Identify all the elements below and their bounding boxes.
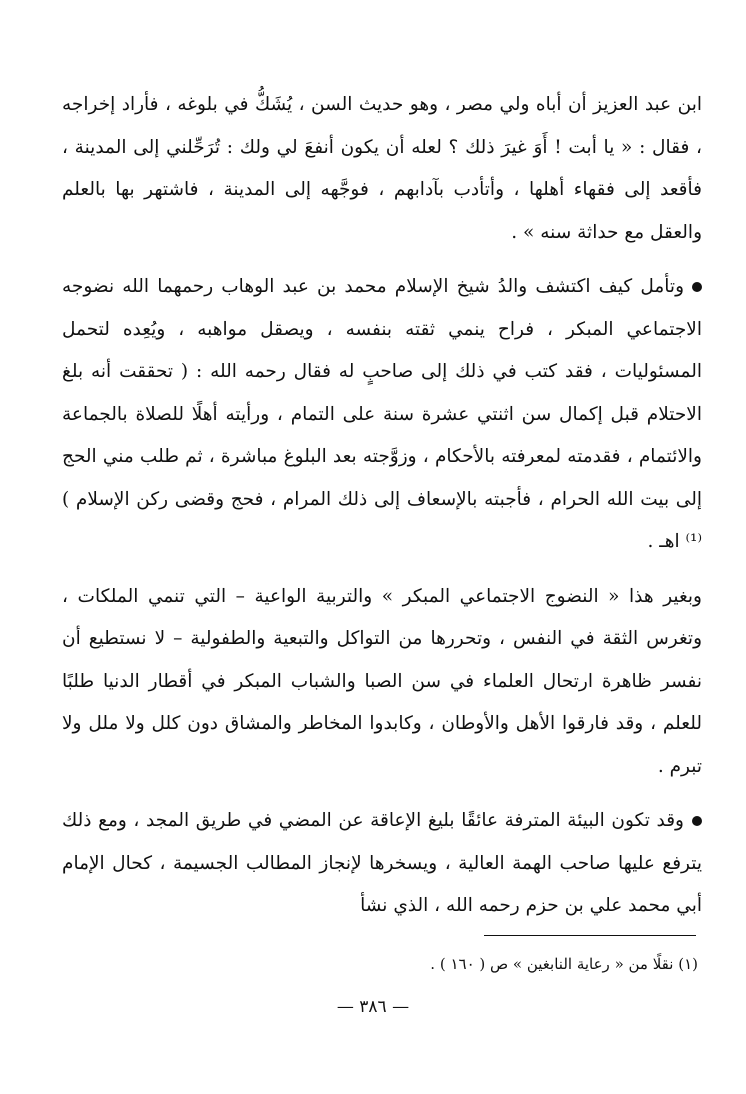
footnote: (١) نقلًا من « رعاية النابغين » ص ( ١٦٠ ) . — [430, 955, 698, 973]
paragraph-2 — [62, 266, 702, 564]
paragraph-3 — [62, 576, 702, 789]
bullet-icon — [692, 816, 702, 826]
paragraph-3-text: وبغير هذا « النضوج الاجتماعي المبكر » والتربية الواعية – التي تنمي الملكات ، وتغرس الثقة في النفس ، وتحررها من التواكل والتبعية والطفولية – لا نستطيع أن نفسر ظاهرة ارتحال العلماء في سن الصبا والشباب المبكر في أقطار الدنيا طلبًا للعلم ، وقد فارقوا الأهل والأوطان ، وكابدوا المخاطر والمشاق دون كلل ولا ملل ولا تبرم . — [62, 585, 702, 777]
paragraph-1-text: ابن عبد العزيز أن أباه ولي مصر ، وهو حديث السن ، يُشَكُّ في بلوغه ، فأراد إخراجه ، فقال : « يا أبت ! أَوَ غيرَ ذلك ؟ لعله أن يكون أنفعَ لي ولك : تُرَحِّلني إلى المدينة ، فأقعد إلى فقهاء أهلها ، وأتأدب بآدابهم ، فوجَّهه إلى المدينة ، فاشتهر بها بالعلم والعقل مع حداثة سنه » . — [62, 94, 702, 243]
paragraph-4-text: وقد تكون البيئة المترفة عائقًا بليغ الإعاقة عن المضي في طريق المجد ، ومع ذلك يترفع عليها صاحب الهمة العالية ، ويسخرها لإنجاز المطالب الجسيمة ، كحال الإمام أبي محمد علي بن حزم رحمه الله ، الذي نشأ — [62, 810, 702, 916]
footnote-divider — [484, 935, 696, 936]
page-body — [62, 84, 702, 940]
paragraph-4 — [62, 800, 702, 928]
paragraph-1 — [62, 84, 702, 254]
page-number: — ٣٨٦ — — [336, 997, 410, 1017]
bullet-icon — [692, 282, 702, 292]
paragraph-2-text: وتأمل كيف اكتشف والدُ شيخ الإسلام محمد بن عبد الوهاب رحمهما الله نضوجه الاجتماعي المبكر ، فراح ينمي ثقته بنفسه ، ويصقل مواهبه ، ويُعِده لتحمل المسئوليات ، فقد كتب في ذلك إلى صاحبٍ له فقال رحمه الله : ( تحققت أنه بلغ الاحتلام قبل إكمال سن اثنتي عشرة سنة على التمام ، ورأيته أهلًا للصلاة بالجماعة والائتمام ، فقدمته لمعرفته بالأحكام ، وزوَّجته بعد البلوغ مباشرة ، ثم طلب مني الحج إلى بيت الله الحرام ، فأجبته بالإسعاف إلى ذلك المرام ، فحج وقضى ركن الإسلام )⁽¹⁾ اهـ . — [62, 276, 702, 552]
